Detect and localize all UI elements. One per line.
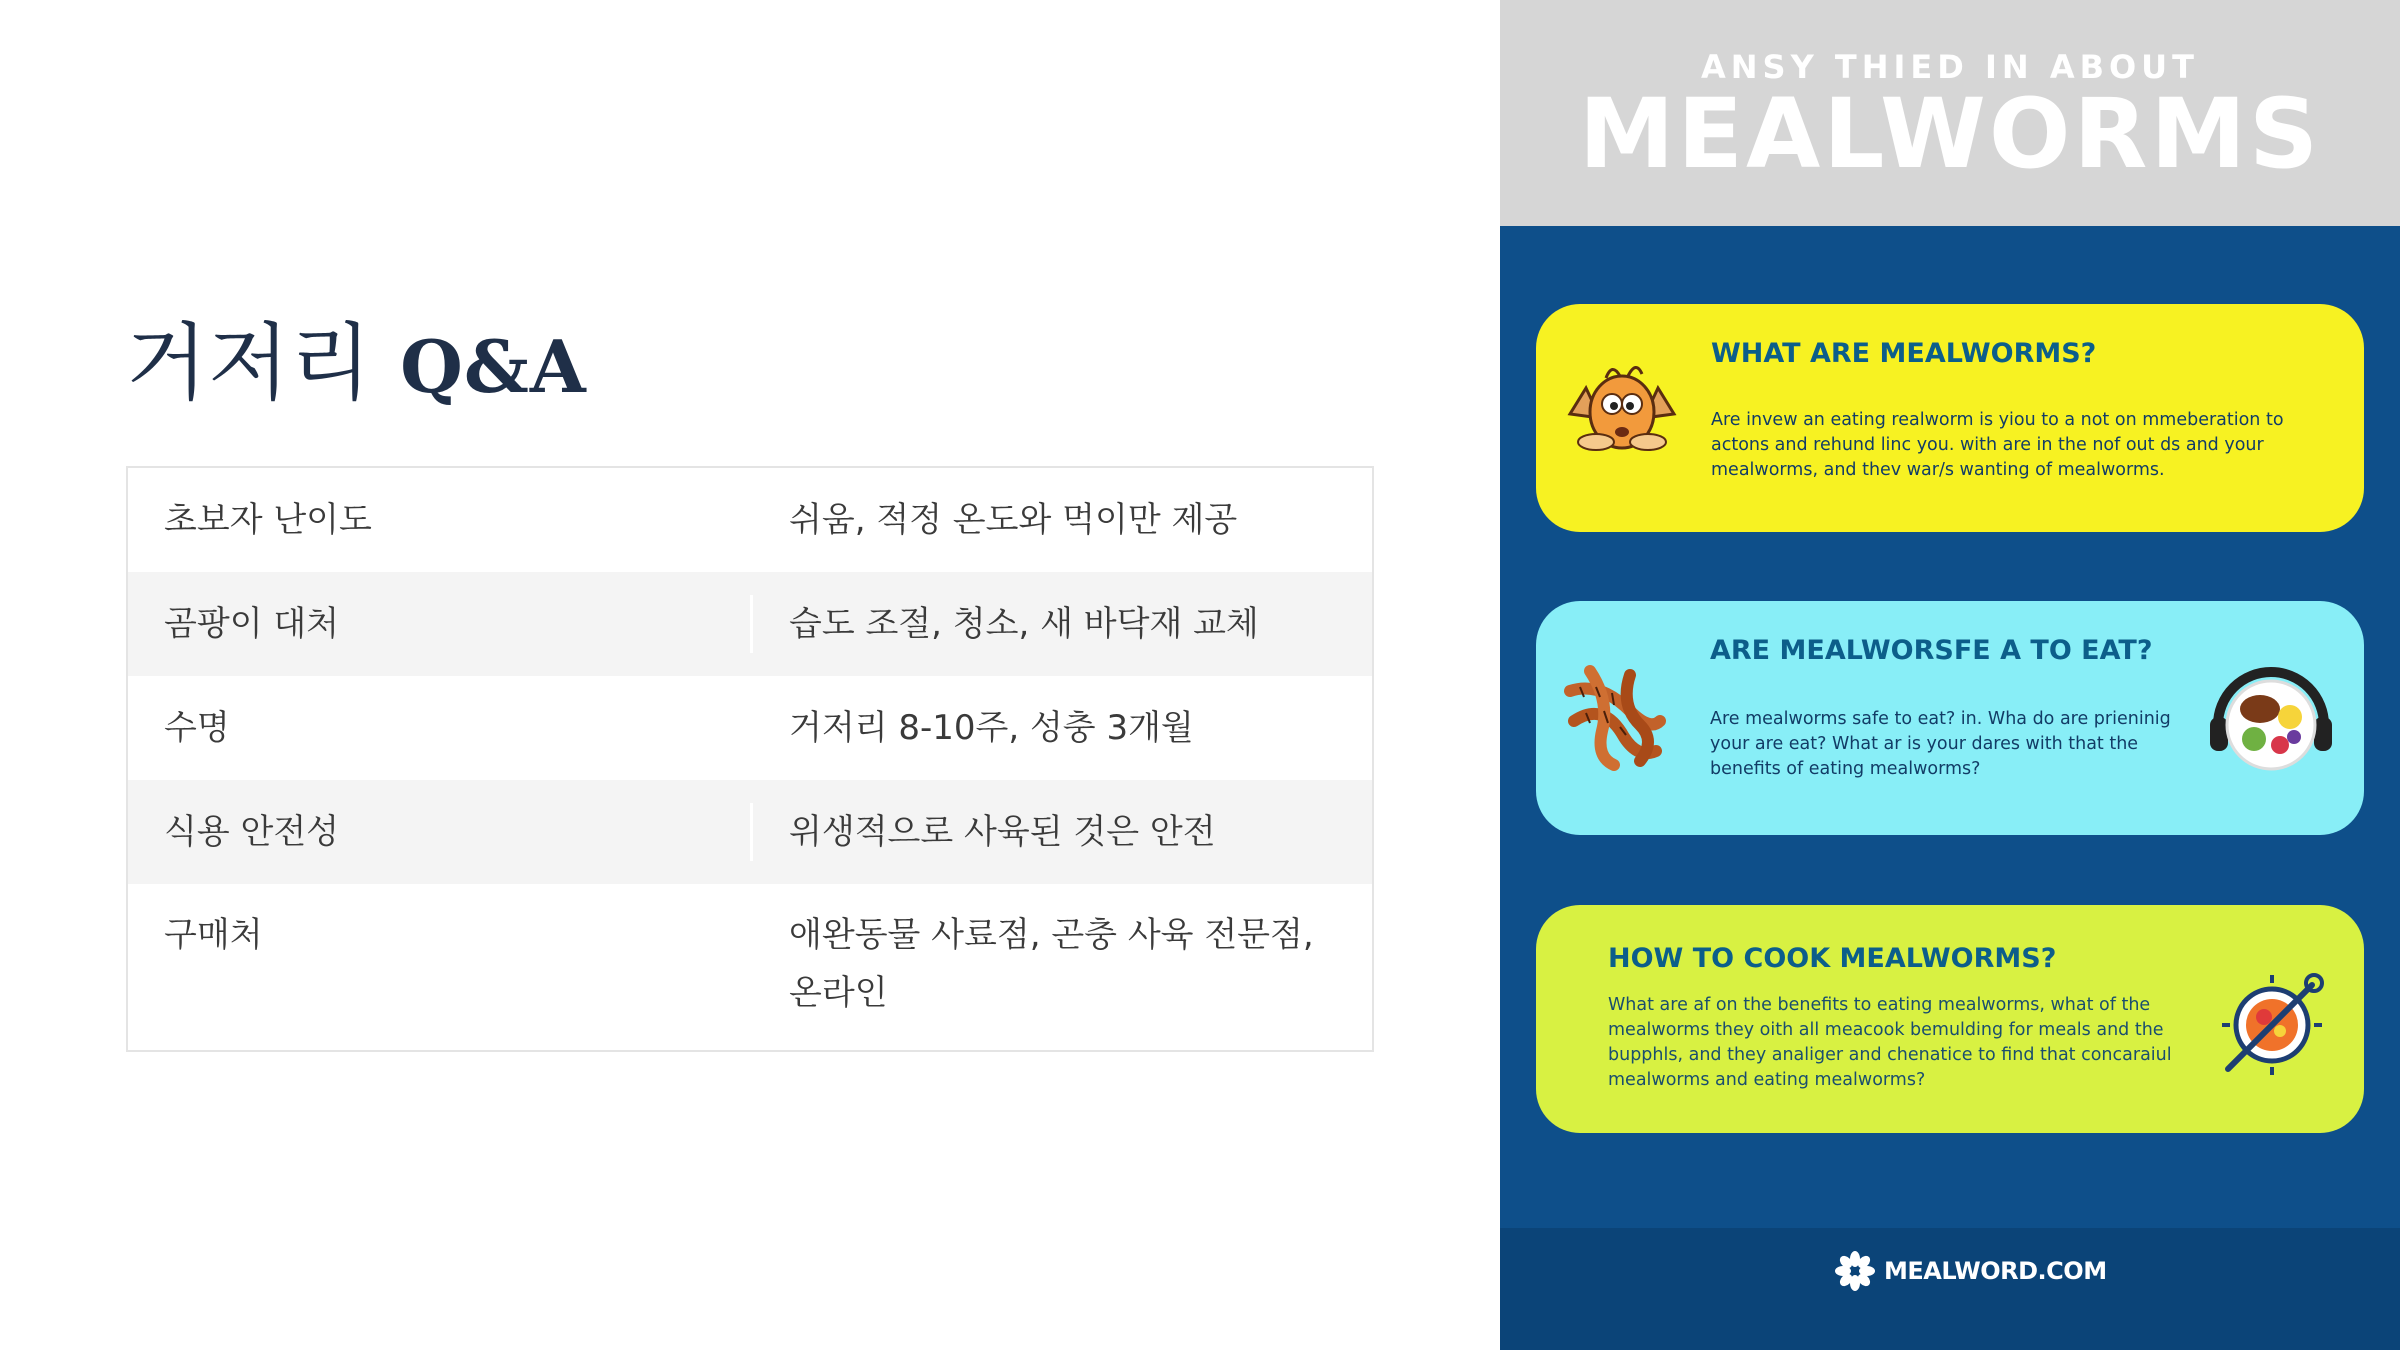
mealworms-icon (1560, 661, 1670, 771)
table-row (128, 468, 1372, 572)
table-row (128, 572, 1372, 676)
row-label: 구매처 (164, 915, 263, 955)
card-title: WHAT ARE MEALWORMS? (1711, 338, 2097, 369)
table-row (128, 676, 1372, 780)
flower-logo-icon (1834, 1250, 1876, 1292)
poster-headline: MEALWORMS (1578, 78, 2322, 190)
table-row (128, 780, 1372, 884)
row-value-line1: 애완동물 사료점, 곤충 사육 전문점, (789, 915, 1314, 955)
poster-subtitle: ANSY THIED IN ABOUT (1701, 48, 2199, 86)
card-body: What are af on the benefits to eating mealworms, what of the mealworms they oith all meacook bemulding for meals and the bupphls, and they analiger and chenatice to find that concaraiul mealworms and eating mealworms? (1608, 995, 2172, 1090)
info-card-what (1536, 304, 2364, 532)
cooking-pan-icon (2216, 969, 2328, 1081)
table-row (128, 884, 1372, 1050)
card-body: Are invew an eating realworm is yiou to a not on mmeberation to actons and rehund linc you. with are in the nof out ds and your mealworms, and thev war/s wanting of mealworms. (1711, 410, 2284, 480)
footer-brand-text: MEALWORD.COM (1884, 1257, 2107, 1285)
mealworm-infographic (1500, 0, 2400, 1350)
cartoon-critter-icon (1566, 358, 1678, 462)
row-value: 위생적으로 사육된 것은 안전 (750, 803, 1372, 861)
row-value-line2: 온라인 (789, 973, 888, 1013)
info-card-safe (1536, 601, 2364, 835)
row-label: 초보자 난이도 (164, 500, 372, 540)
footer-brand (1834, 1250, 2107, 1292)
food-plate-icon (2204, 661, 2338, 781)
title-latin: Q&A (400, 324, 587, 409)
row-label: 곰팡이 대처 (164, 604, 340, 644)
row-value: 쉬움, 적정 온도와 먹이만 제공 (750, 491, 1372, 549)
info-card-cook (1536, 905, 2364, 1133)
row-label: 수명 (164, 708, 230, 748)
row-value (750, 906, 1372, 1022)
row-value: 거저리 8-10주, 성충 3개월 (750, 699, 1372, 757)
card-title: ARE MEALWORSFE A TO EAT? (1710, 635, 2153, 666)
qa-table (126, 466, 1374, 1052)
slide-title (126, 296, 587, 417)
title-korean: 거저리 (126, 314, 373, 412)
row-label: 식용 안전성 (164, 812, 340, 852)
card-title: HOW TO COOK MEALWORMS? (1608, 943, 2057, 974)
row-value: 습도 조절, 청소, 새 바닥재 교체 (750, 595, 1372, 653)
card-body: Are mealworms safe to eat? in. Wha do are prieninig your are eat? What ar is your dares with that the benefits of eating mealworms? (1710, 709, 2171, 779)
